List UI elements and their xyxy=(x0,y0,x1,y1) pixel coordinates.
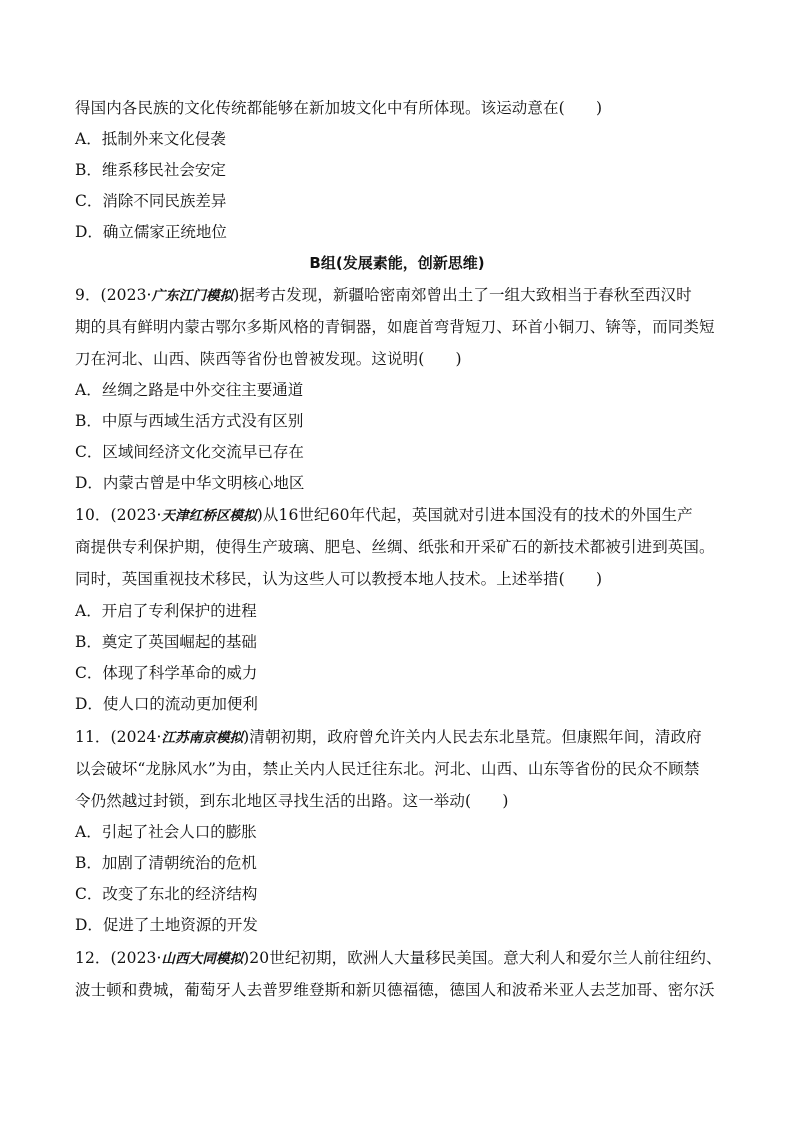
q10-option-b: B．奠定了英国崛起的基础 xyxy=(75,633,257,651)
q10-option-a: A．开启了专利保护的进程 xyxy=(75,602,257,620)
q9-line-1 xyxy=(75,285,725,306)
q9-source: 广东江门模拟 xyxy=(151,288,234,304)
q10-option-c: C．体现了科学革命的威力 xyxy=(75,664,258,682)
q9-line-2: 期的具有鲜明内蒙古鄂尔多斯风格的青铜器，如鹿首弯背短刀、环首小铜刀、锛等，而同类短 xyxy=(75,318,715,336)
q12-number: 12．(2023· xyxy=(75,949,162,967)
q10-line-2: 商提供专利保护期，使得生产玻璃、肥皂、丝绸、纸张和开采矿石的新技术都被引进到英国。 xyxy=(75,538,715,556)
q10-number: 10．(2023· xyxy=(75,506,162,524)
q12-line-1 xyxy=(75,948,725,969)
q9-line-3: 刀在河北、山西、陕西等省份也曾被发现。这说明( ) xyxy=(75,350,462,368)
q12-line-1-text: )20世纪初期，欧洲人大量移民美国。意大利人和爱尔兰人前往纽约、 xyxy=(243,949,722,967)
q10-line-3: 同时，英国重视技术移民，认为这些人可以教授本地人技术。上述举措( ) xyxy=(75,570,603,588)
q11-line-3: 令仍然越过封锁，到东北地区寻找生活的出路。这一举动( ) xyxy=(75,792,509,810)
q9-line-1-text: )据考古发现，新疆哈密南郊曾出土了一组大致相当于春秋至西汉时 xyxy=(233,286,692,304)
q12-source: 山西大同模拟 xyxy=(161,951,244,967)
intro-line: 得国内各民族的文化传统都能够在新加坡文化中有所体现。该运动意在( ) xyxy=(75,99,603,117)
q11-option-b: B．加剧了清朝统治的危机 xyxy=(75,854,257,872)
q11-line-2: 以会破坏“龙脉风水”为由，禁止关内人民迁往东北。河北、山西、山东等省份的民众不顾禁 xyxy=(75,760,700,778)
q9-option-b: B．中原与西域生活方式没有区别 xyxy=(75,412,304,430)
q11-line-1 xyxy=(75,727,725,748)
q11-option-c: C．改变了东北的经济结构 xyxy=(75,885,258,903)
q10-option-d: D．使人口的流动更加便利 xyxy=(75,695,258,713)
q10-line-1-text: )从16世纪60年代起，英国就对引进本国没有的技术的外国生产 xyxy=(256,506,693,524)
q8-option-c: C．消除不同民族差异 xyxy=(75,192,227,210)
q12-line-2: 波士顿和费城，葡萄牙人去普罗维登斯和新贝德福德，德国人和波希米亚人去芝加哥、密尔沃 xyxy=(75,981,715,999)
section-title: B组(发展素能，创新思维) xyxy=(309,254,485,272)
q11-option-a: A．引起了社会人口的膨胀 xyxy=(75,823,257,841)
q11-line-1-text: )清朝初期，政府曾允许关内人民去东北垦荒。但康熙年间，清政府 xyxy=(243,728,702,746)
q9-option-c: C．区域间经济文化交流早已存在 xyxy=(75,443,304,461)
q10-line-1 xyxy=(75,505,725,526)
q11-number: 11．(2024· xyxy=(75,728,162,746)
q9-option-d: D．内蒙古曾是中华文明核心地区 xyxy=(75,474,305,492)
q11-source: 江苏南京模拟 xyxy=(161,730,244,746)
q11-option-d: D．促进了土地资源的开发 xyxy=(75,916,258,934)
q8-option-d: D．确立儒家正统地位 xyxy=(75,223,227,241)
q9-number: 9．(2023· xyxy=(75,286,152,304)
q8-option-a: A．抵制外来文化侵袭 xyxy=(75,130,226,148)
q9-option-a: A．丝绸之路是中外交往主要通道 xyxy=(75,381,304,399)
q8-option-b: B．维系移民社会安定 xyxy=(75,161,226,179)
q10-source: 天津红桥区模拟 xyxy=(161,508,257,524)
